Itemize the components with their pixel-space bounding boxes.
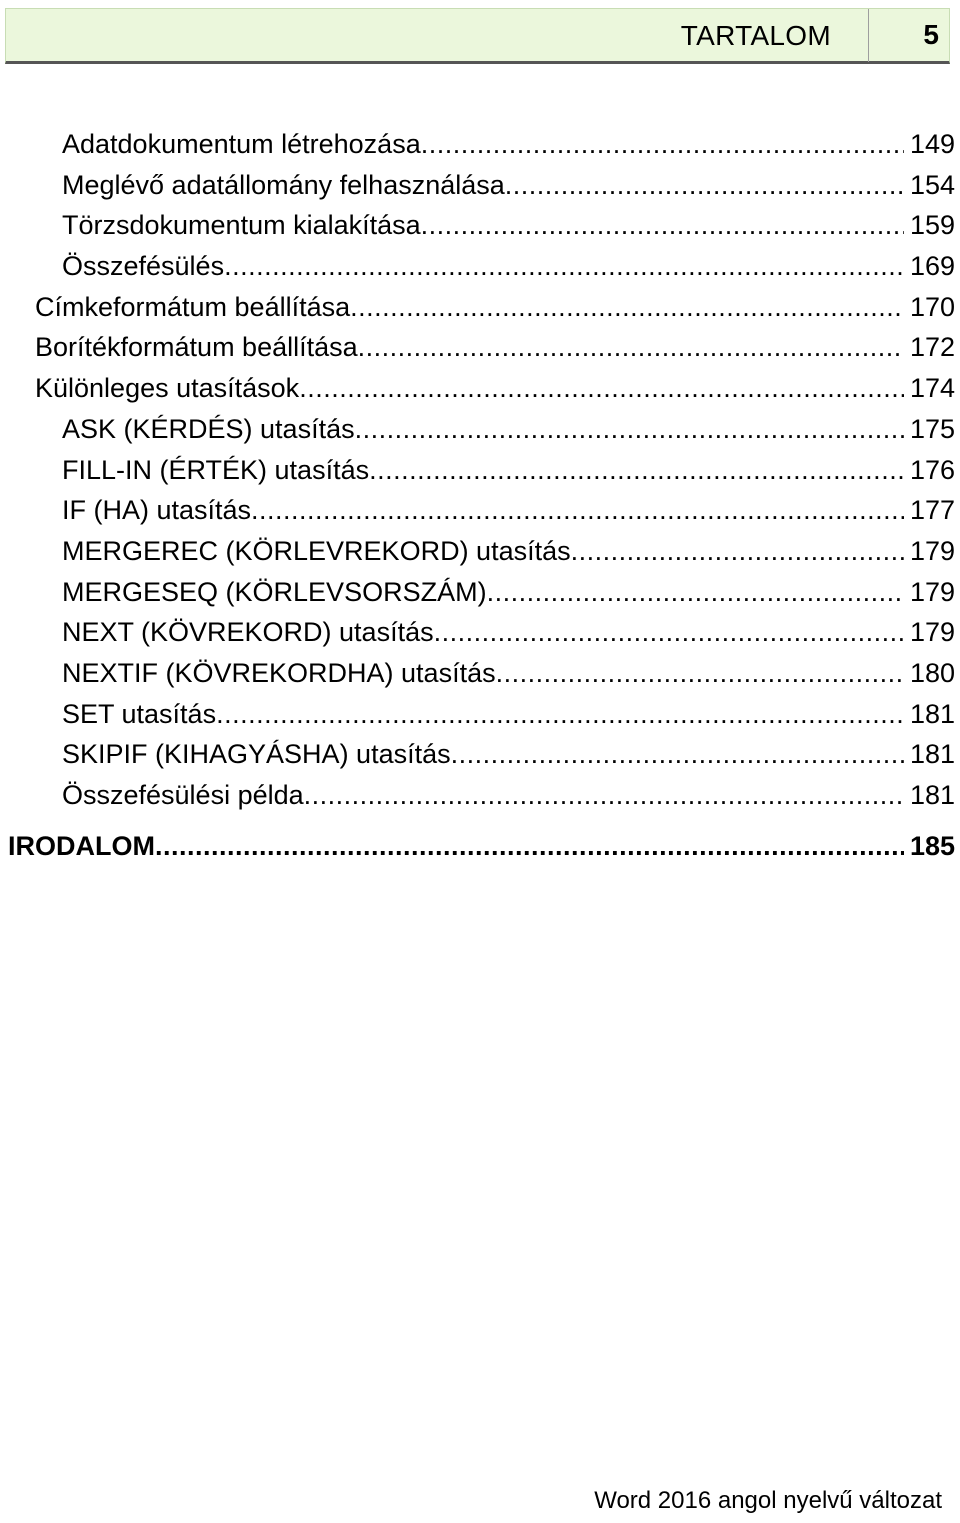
toc-dot-leader [224, 246, 904, 287]
toc-dot-leader [505, 165, 904, 206]
toc-entry-title: Meglévő adatállomány felhasználása [62, 169, 505, 200]
toc-entry-title: FILL-IN (ÉRTÉK) utasítás [62, 454, 370, 485]
toc-entry[interactable] [0, 612, 960, 653]
toc-entry-page: 181 [909, 739, 955, 770]
toc-entry-page: 175 [909, 413, 955, 444]
toc-entry-title: SKIPIF (KIHAGYÁSHA) utasítás [62, 739, 451, 770]
toc-entry[interactable] [0, 205, 960, 246]
toc-entry-title: IF (HA) utasítás [62, 495, 252, 526]
toc-entry-title: Összefésülés [62, 251, 225, 282]
header-title: TARTALOM [680, 20, 831, 51]
toc-entry-title: Különleges utasítások [35, 373, 300, 404]
toc-entry-page: 185 [909, 830, 955, 861]
toc-entry[interactable] [0, 572, 960, 613]
toc-entry[interactable] [0, 246, 960, 287]
toc-entry-page: 177 [909, 495, 955, 526]
toc-entry-title: MERGEREC (KÖRLEVREKORD) utasítás [62, 535, 571, 566]
toc-entry[interactable] [0, 734, 960, 775]
toc-entry-title: MERGESEQ (KÖRLEVSORSZÁM) [62, 576, 487, 607]
toc-dot-leader [496, 653, 904, 694]
toc-entry-page: 181 [909, 780, 955, 810]
toc-entry[interactable] [0, 409, 960, 450]
toc-dot-leader [304, 775, 904, 816]
toc-entry[interactable] [0, 826, 960, 867]
toc-entry-title: ASK (KÉRDÉS) utasítás [62, 413, 355, 444]
toc-dot-leader [155, 826, 904, 867]
header-page-number: 5 [923, 19, 939, 50]
page-header [5, 8, 950, 64]
toc-entry-title: SET utasítás [62, 698, 217, 729]
toc-entry-page: 170 [909, 291, 955, 322]
table-of-contents [0, 124, 960, 866]
toc-dot-leader [358, 327, 904, 368]
toc-entry-title: Törzsdokumentum kialakítása [62, 210, 421, 241]
toc-entry-page: 179 [909, 617, 955, 648]
page-footer: Word 2016 angol nyelvű változat [594, 1487, 942, 1514]
toc-entry-title: Összefésülési példa [62, 780, 304, 810]
toc-entry-title: Adatdokumentum létrehozása [62, 129, 421, 159]
toc-entry-page: 159 [909, 210, 955, 241]
toc-entry-title: Borítékformátum beállítása [35, 332, 358, 363]
toc-dot-leader [421, 205, 904, 246]
toc-entry-page: 154 [909, 169, 955, 200]
toc-dot-leader [350, 287, 904, 328]
toc-dot-leader [421, 124, 904, 165]
toc-entry[interactable] [0, 368, 960, 409]
toc-dot-leader [434, 612, 904, 653]
toc-entry-page: 181 [909, 698, 955, 729]
toc-dot-leader [369, 450, 904, 491]
toc-entry-page: 149 [909, 129, 955, 159]
toc-entry-page: 174 [909, 373, 955, 404]
toc-entry-page: 180 [909, 657, 955, 688]
toc-entry[interactable] [0, 531, 960, 572]
toc-dot-leader [299, 368, 904, 409]
toc-entry[interactable] [0, 450, 960, 491]
toc-entry-page: 176 [909, 454, 955, 485]
toc-entry[interactable] [0, 775, 960, 816]
toc-entry[interactable] [0, 287, 960, 328]
toc-entry-title: Címkeformátum beállítása [35, 291, 351, 322]
toc-dot-leader [251, 490, 904, 531]
toc-dot-leader [355, 409, 904, 450]
toc-entry[interactable] [0, 653, 960, 694]
toc-entry-title: IRODALOM [8, 830, 155, 861]
toc-entry[interactable] [0, 490, 960, 531]
toc-entry[interactable] [0, 124, 960, 165]
toc-entry[interactable] [0, 165, 960, 206]
toc-entry-page: 179 [909, 535, 955, 566]
toc-entry-title: NEXT (KÖVREKORD) utasítás [62, 617, 434, 648]
toc-dot-leader [487, 572, 904, 613]
toc-dot-leader [451, 734, 904, 775]
toc-entry-page: 169 [909, 251, 955, 282]
toc-entry[interactable] [0, 327, 960, 368]
toc-entry-page: 172 [909, 332, 955, 363]
toc-entry-page: 179 [909, 576, 955, 607]
toc-dot-leader [571, 531, 904, 572]
toc-entry[interactable] [0, 694, 960, 735]
toc-dot-leader [216, 694, 904, 735]
toc-entry-title: NEXTIF (KÖVREKORDHA) utasítás [62, 657, 496, 688]
